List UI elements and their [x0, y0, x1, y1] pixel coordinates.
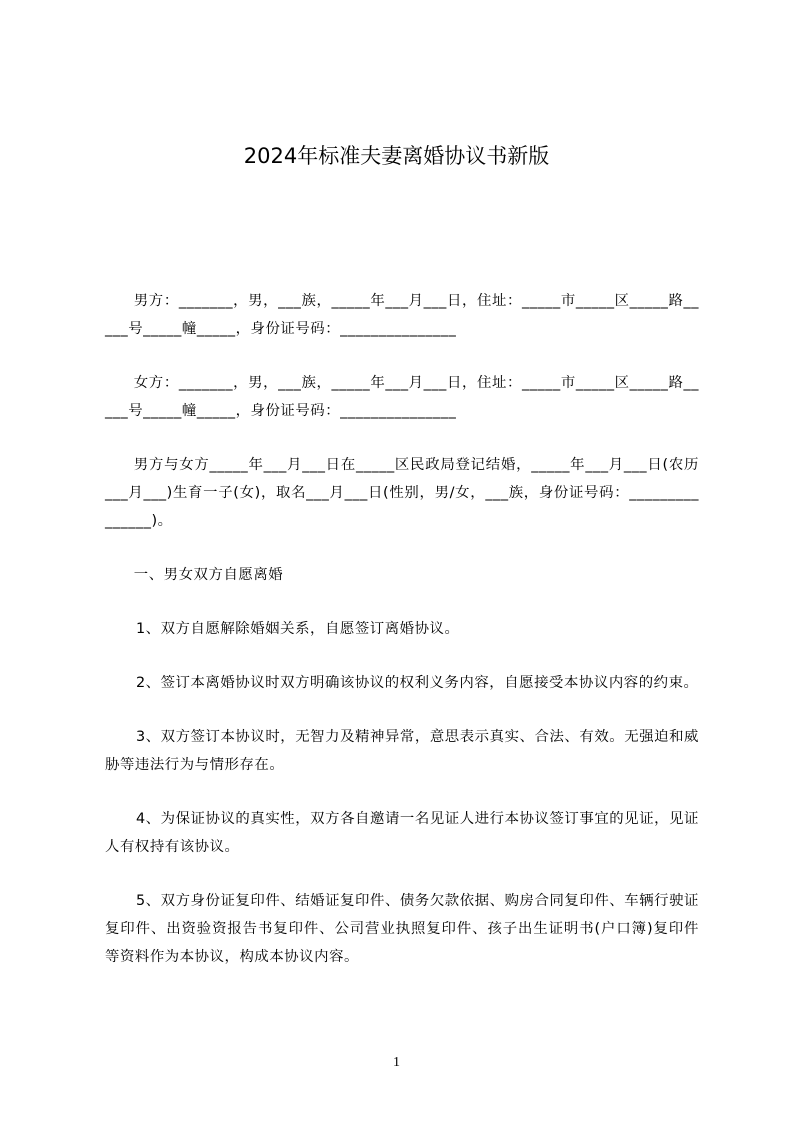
section-heading: 一、男女双方自愿离婚 [133, 567, 284, 583]
party-female-info: 女方：_______，男，___族，_____年___月___日，住址：_____市_____区_____路_____号_____幢_____，身份证号码：_______________ [105, 375, 699, 419]
page-number: 1 [393, 1055, 400, 1070]
party-male-info: 男方：_______，男，___族，_____年___月___日，住址：_____市_____区_____路_____号_____幢_____，身份证号码：_______________ [105, 293, 699, 337]
marriage-info: 男方与女方_____年___月___日在_____区民政局登记结婚，_____年___月___日(农历___月___)生育一子(女)，取名___月___日(性别，男/女，___族，身份证号码：_______________)。 [105, 457, 699, 529]
clause-1: 1、双方自愿解除婚姻关系，自愿签订离婚协议。 [135, 621, 460, 637]
document-title: 2024年标准夫妻离婚协议书新版 [243, 144, 550, 168]
clause-5: 5、双方身份证复印件、结婚证复印件、债务欠款依据、购房合同复印件、车辆行驶证复印件、出资验资报告书复印件、公司营业执照复印件、孩子出生证明书(户口簿)复印件等资料作为本协议，构成本协议内容。 [105, 893, 699, 965]
clause-2: 2、签订本离婚协议时双方明确该协议的权利义务内容，自愿接受本协议内容的约束。 [135, 675, 699, 691]
clause-4: 4、为保证协议的真实性，双方各自邀请一名见证人进行本协议签订事宜的见证，见证人有权持有该协议。 [105, 811, 699, 855]
document-body [105, 287, 699, 971]
clause-3: 3、双方签订本协议时，无智力及精神异常，意思表示真实、合法、有效。无强迫和威胁等违法行为与情形存在。 [105, 729, 699, 773]
